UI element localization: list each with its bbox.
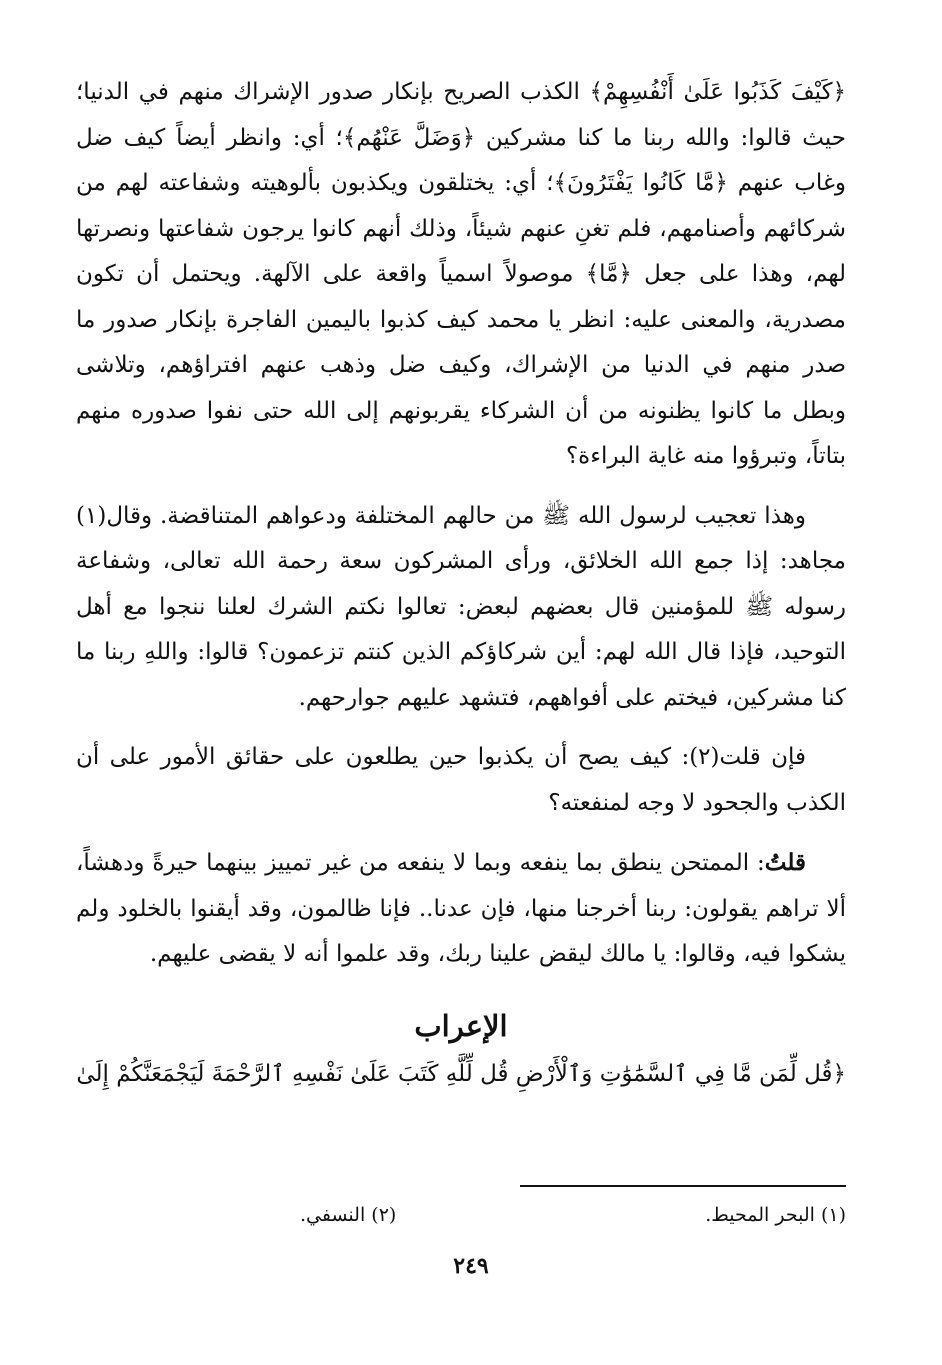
footnote-2: (٢) النسفي. xyxy=(300,1204,397,1226)
quran-verse: ﴿قُل لِّمَن مَّا فِي ٱلسَّمَٰوَٰتِ وَٱلْأَرْضِ قُل لِّلَّهِ كَتَبَ عَلَىٰ نَفْسِهِ ٱلرَّحْمَةَ لَيَجْمَعَنَّكُمْ إِلَىٰ xyxy=(76,1060,846,1087)
paragraph-4-lead: قلتُ xyxy=(764,849,806,876)
footnote-divider xyxy=(520,1185,846,1187)
paragraph-1: ﴿كَيْفَ كَذَبُوا عَلَىٰ أَنْفُسِهِمْ﴾ الكذب الصريح بإنكار صدور الإشراك منهم في الدنيا؛ حيث قالوا: والله ربنا ما كنا مشركين ﴿وَضَلَّ عَنْهُم﴾؛ أي: وانظر أيضاً كيف ضل وغاب عنهم ﴿مَّا كَانُوا يَفْتَرُونَ﴾؛ أي: يختلقون ويكذبون بألوهيته وشفاعته لهم من شركائهم وأصنامهم، فلم تغنِ عنهم شيئاً، وذلك أنهم كانوا يرجون شفاعتها ونصرتها لهم، وهذا على جعل ﴿مَّا﴾ موصولاً اسمياً واقعة على الآلهة. ويحتمل أن تكون مصدرية، والمعنى عليه: انظر يا محمد كيف كذبوا باليمين الفاجرة بإنكار صدور ما صدر منهم في الدنيا من الإشراك، وكيف ضل وذهب عنهم افتراؤهم، وتلاشى وبطل ما كانوا يظنونه من أن الشركاء يقربونهم إلى الله حتى نفوا صدوره منهم بتاتاً، وتبرؤوا منه غاية البراءة؟ xyxy=(76,79,846,469)
paragraph-4 xyxy=(76,840,846,978)
footnote-1: (١) البحر المحيط. xyxy=(705,1204,846,1226)
page-number: ٢٤٩ xyxy=(453,1253,489,1279)
paragraph-4-rest: : الممتحن ينطق بما ينفعه وبما لا ينفعه من غير تمييز بينهما حيرةً ودهشاً، ألا تراهم يقولون: ربنا أخرجنا منها، فإن عدنا.. فإنا ظالمون، وقد أيقنوا بالخلود ولم يشكوا فيه، وقالوا: يا مالك ليقض علينا ربك، وقد علموا أنه لا يقضى عليهم. xyxy=(76,850,846,967)
section-heading: الإعراب xyxy=(414,1008,508,1043)
paragraph-3: فإن قلت(٢): كيف يصح أن يكذبوا حين يطلعون على حقائق الأمور على أن الكذب والجحود لا وجه لمنفعته؟ xyxy=(76,744,846,816)
paragraph-2: وهذا تعجيب لرسول الله ﷺ من حالهم المختلفة ودعواهم المتناقضة. وقال(١) مجاهد: إذا جمع الله الخلائق، ورأى المشركون سعة رحمة الله تعالى، وشفاعة رسوله ﷺ للمؤمنين قال بعضهم لبعض: تعالوا نكتم الشرك لعلنا ننجوا مع أهل التوحيد، فإذا قال الله لهم: أين شركاؤكم الذين كنتم تزعمون؟ قالوا: واللهِ ربنا ما كنا مشركين، فيختم على أفواههم، فتشهد عليهم جوارحهم. xyxy=(76,502,846,711)
page-body xyxy=(76,70,846,1096)
footnotes xyxy=(300,1200,846,1230)
